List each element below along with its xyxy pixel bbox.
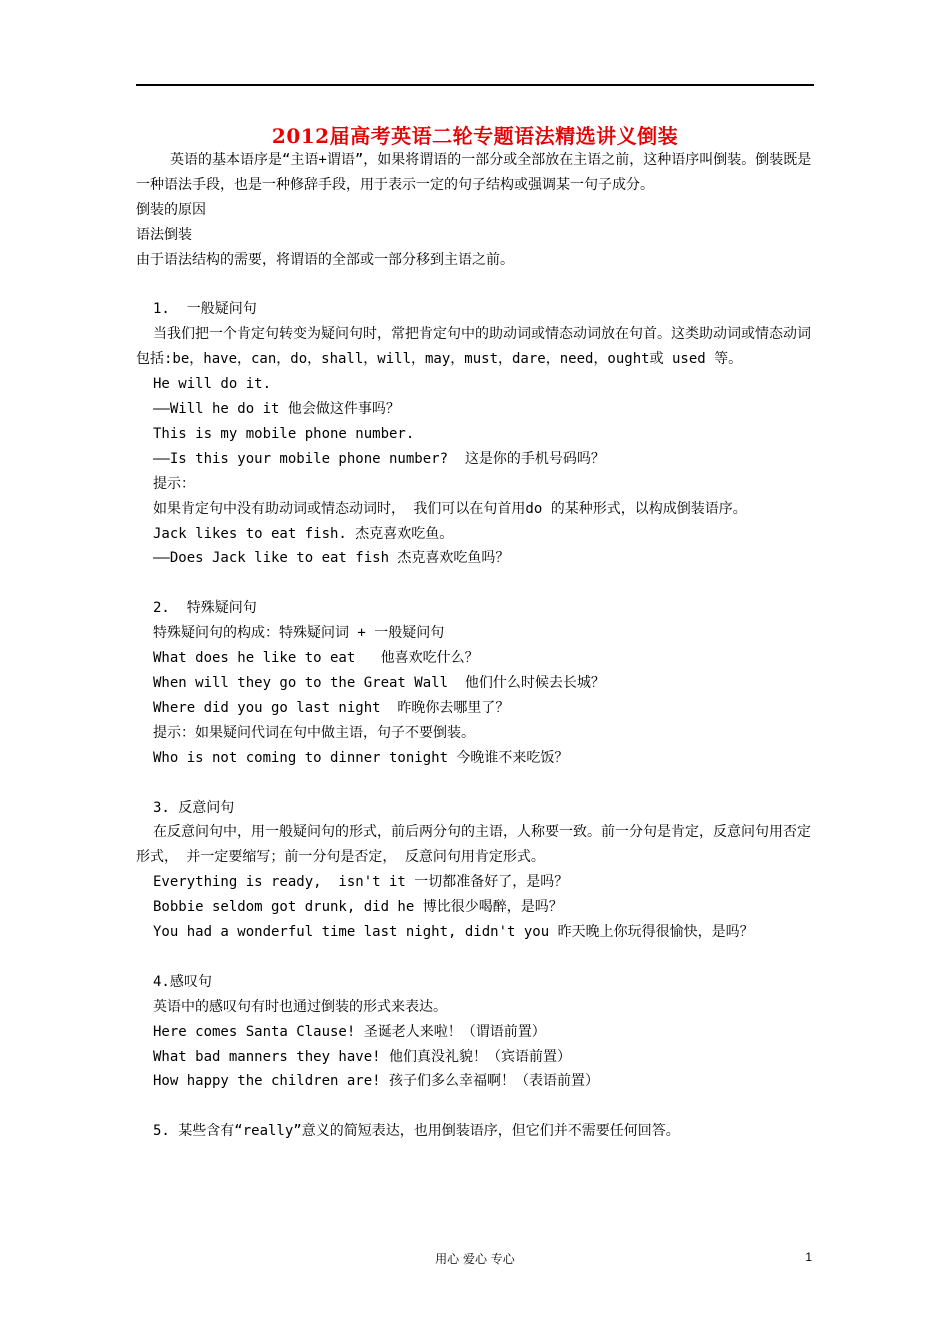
section-2-example: When will they go to the Great Wall 他们什么时候去长城？ <box>153 675 605 691</box>
section-3-description: 在反意问句中，用一般疑问句的形式，前后两分句的主语，人称要一致。前一分句是肯定，反意问句用否定形式， 并一定要缩写；前一分句是否定， 反意问句用肯定形式。 <box>136 824 811 866</box>
section-3-example: Everything is ready, isn't it 一切都准备好了，是吗？ <box>153 874 569 891</box>
section-2-description: 特殊疑问句的构成：特殊疑问词 + 一般疑问句 <box>153 625 445 642</box>
section-4-description: 英语中的感叹句有时也通过倒装的形式来表达。 <box>153 998 447 1015</box>
section-1-example: He will do it. <box>153 376 272 393</box>
section-2-heading: 2. 特殊疑问句 <box>153 600 257 617</box>
section-1-example: ——Does Jack like to eat fish 杰克喜欢吃鱼吗？ <box>153 550 510 567</box>
spacer <box>136 571 816 596</box>
section-3-example: Bobbie seldom got drunk, did he 博比很少喝醉，是吗？ <box>153 899 563 916</box>
spacer <box>136 945 816 970</box>
section-2-example: Where did you go last night 昨晚你去哪里了？ <box>153 699 510 716</box>
section-4-example: Here comes Santa Clause! 圣诞老人来啦！（谓语前置） <box>153 1023 546 1040</box>
section-2-example: What does he like to eat 他喜欢吃什么？ <box>153 650 479 667</box>
spacer <box>136 771 816 796</box>
section-5-heading: 5. 某些含有“really”意义的简短表达，也用倒装语序，但它们并不需要任何回答。 <box>153 1123 680 1140</box>
section-1-description: 当我们把一个肯定句转变为疑问句时，常把肯定句中的助动词或情态动词放在句首。这类助动词或情态动词包括:be，have，can，do，shall，will，may，must，dare，need，ought或 used 等。 <box>136 326 811 368</box>
grammar-heading: 语法倒装 <box>136 226 192 243</box>
grammar-description: 由于语法结构的需要，将谓语的全部或一部分移到主语之前。 <box>136 251 514 268</box>
section-1-example: ——Will he do it 他会做这件事吗？ <box>153 401 400 418</box>
section-1-tip-label: 提示： <box>153 475 195 492</box>
section-4-example: What bad manners they have! 他们真没礼貌！（宾语前置） <box>153 1048 572 1065</box>
section-1-tip: 如果肯定句中没有助动词或情态动词时， 我们可以在句首用do 的某种形式，以构成倒装语序。 <box>153 500 747 517</box>
section-4-heading: 4.感叹句 <box>153 973 212 990</box>
document-title: 2012届高考英语二轮专题语法精选讲义倒装 <box>271 124 679 148</box>
section-4-example: How happy the children are! 孩子们多么幸福啊！（表语前置） <box>153 1073 600 1090</box>
spacer <box>136 1094 816 1119</box>
section-1-example: This is my mobile phone number. <box>153 425 415 442</box>
spacer <box>136 273 816 298</box>
document-body <box>136 148 816 1144</box>
header-rule <box>136 84 814 86</box>
section-1-example: ——Is this your mobile phone number? 这是你的手机号码吗？ <box>153 450 605 467</box>
section-1-heading: 1. 一般疑问句 <box>153 301 257 318</box>
page-number: 1 <box>805 1250 812 1264</box>
section-3-heading: 3. 反意问句 <box>153 799 235 816</box>
section-3-example: You had a wonderful time last night, didn't you 昨天晚上你玩得很愉快，是吗？ <box>153 924 754 941</box>
section-1-example: Jack likes to eat fish. 杰克喜欢吃鱼。 <box>153 525 454 542</box>
footer-text: 用心 爱心 专心 <box>435 1252 515 1266</box>
section-2-tip: 提示：如果疑问代词在句中做主语，句子不要倒装。 <box>153 724 475 741</box>
section-2-example: Who is not coming to dinner tonight 今晚谁不来吃饭？ <box>153 749 569 766</box>
reason-heading: 倒装的原因 <box>136 201 206 218</box>
intro-paragraph: 英语的基本语序是“主语+谓语”，如果将谓语的一部分或全部放在主语之前，这种语序叫倒装。倒装既是一种语法手段，也是一种修辞手段，用于表示一定的句子结构或强调某一句子成分。 <box>136 152 812 193</box>
